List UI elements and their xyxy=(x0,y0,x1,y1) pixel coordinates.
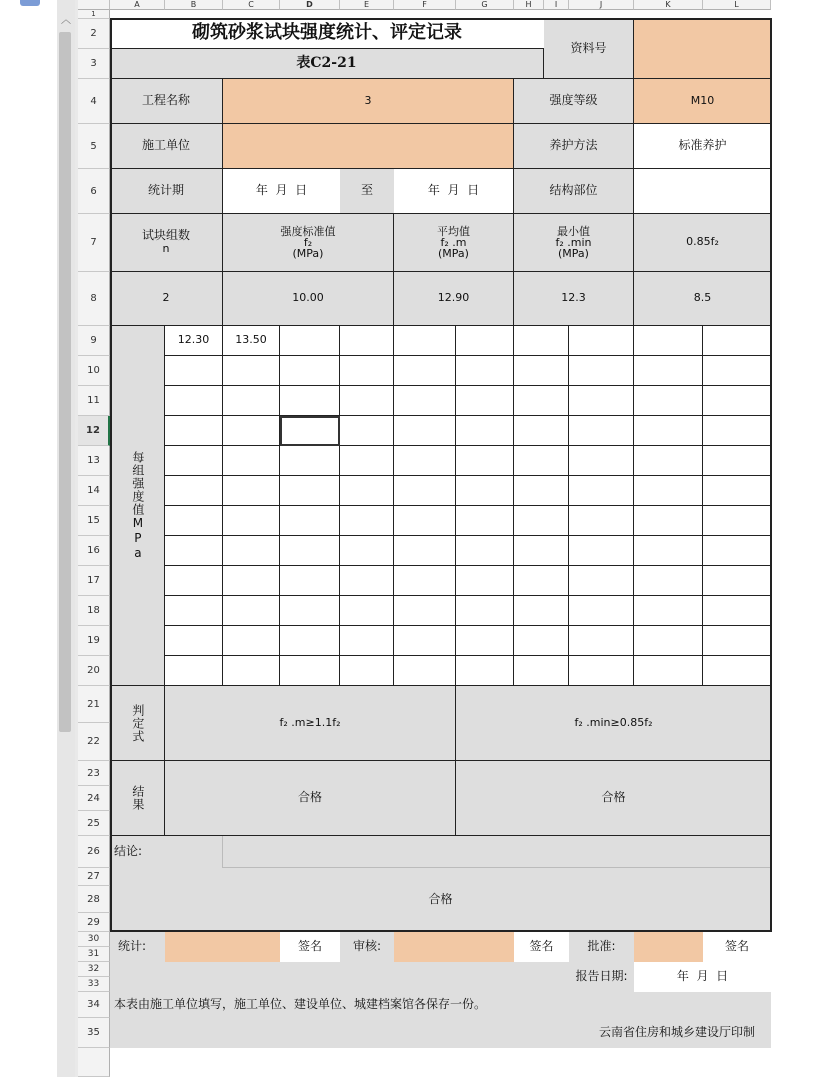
row-header[interactable]: 10 xyxy=(78,356,110,386)
strength-cell[interactable] xyxy=(703,656,771,686)
row-header-empty[interactable] xyxy=(78,1048,110,1077)
strength-cell[interactable] xyxy=(703,326,771,356)
strength-cell[interactable] xyxy=(165,656,223,686)
column-header-H[interactable]: H xyxy=(514,0,544,10)
strength-cell[interactable] xyxy=(340,386,394,416)
result-label[interactable]: 结果 xyxy=(110,761,165,836)
strength-cell[interactable] xyxy=(514,476,569,506)
strength-cell[interactable] xyxy=(514,446,569,476)
strength-cell[interactable] xyxy=(394,626,456,656)
strength-cell[interactable] xyxy=(280,476,340,506)
strength-cell[interactable]: 12.30 xyxy=(165,326,223,356)
row-header[interactable]: 13 xyxy=(78,446,110,476)
form-table-number[interactable]: 表C2-21 xyxy=(110,49,544,79)
curing-method-value[interactable]: 标准养护 xyxy=(634,124,771,169)
strength-cell[interactable] xyxy=(280,446,340,476)
strength-cell[interactable] xyxy=(340,356,394,386)
strength-cell[interactable] xyxy=(165,506,223,536)
group-count-value[interactable]: 2 xyxy=(110,272,223,326)
strength-cell[interactable] xyxy=(703,356,771,386)
row-header[interactable]: 14 xyxy=(78,476,110,506)
row-header[interactable]: 23 xyxy=(78,761,110,786)
reviewer-field[interactable] xyxy=(394,932,514,962)
strength-cell[interactable] xyxy=(165,476,223,506)
approver-field[interactable] xyxy=(634,932,703,962)
strength-cell[interactable] xyxy=(340,476,394,506)
strength-cell[interactable] xyxy=(514,356,569,386)
result-average[interactable]: 合格 xyxy=(165,761,456,836)
strength-grade-label[interactable]: 强度等级 xyxy=(514,79,634,124)
strength-cell[interactable] xyxy=(703,446,771,476)
strength-cell[interactable] xyxy=(703,536,771,566)
statistician-field[interactable] xyxy=(165,932,280,962)
strength-cell[interactable] xyxy=(223,476,280,506)
row-header[interactable]: 16 xyxy=(78,536,110,566)
coef-header[interactable]: 0.85f₂ xyxy=(634,214,771,272)
strength-cell[interactable] xyxy=(569,626,634,656)
strength-cell[interactable] xyxy=(703,626,771,656)
footer-printer[interactable]: 云南省住房和城乡建设厅印制 xyxy=(110,1018,771,1048)
strength-cell[interactable] xyxy=(165,356,223,386)
reviewer-sign[interactable]: 签名 xyxy=(514,932,569,962)
row-header[interactable]: 24 xyxy=(78,786,110,811)
strength-cell[interactable] xyxy=(569,656,634,686)
strength-cell[interactable] xyxy=(456,626,514,656)
outline-expand-icon[interactable] xyxy=(20,0,40,6)
conclusion-label[interactable]: 结论: xyxy=(110,836,223,868)
construction-unit-label[interactable]: 施工单位 xyxy=(110,124,223,169)
strength-cell[interactable] xyxy=(165,626,223,656)
strength-cell[interactable] xyxy=(569,416,634,446)
strength-cell[interactable] xyxy=(569,386,634,416)
strength-cell[interactable] xyxy=(514,386,569,416)
structure-part-value[interactable] xyxy=(634,169,771,214)
strength-cell[interactable] xyxy=(280,356,340,386)
row-header[interactable]: 9 xyxy=(78,326,110,356)
strength-cell[interactable] xyxy=(703,596,771,626)
statistician-sign[interactable]: 签名 xyxy=(280,932,340,962)
row-header[interactable]: 25 xyxy=(78,811,110,836)
strength-cell[interactable] xyxy=(280,566,340,596)
row-header[interactable]: 21 xyxy=(78,686,110,723)
strength-cell[interactable] xyxy=(340,326,394,356)
column-header-C[interactable]: C xyxy=(223,0,280,10)
row-header[interactable]: 6 xyxy=(78,169,110,214)
criteria-average[interactable]: f₂ .m≥1.1f₂ xyxy=(165,686,456,761)
strength-cell[interactable] xyxy=(280,326,340,356)
report-date-blank[interactable] xyxy=(110,962,569,992)
row-header[interactable]: 22 xyxy=(78,723,110,761)
strength-cell[interactable] xyxy=(456,326,514,356)
strength-cell[interactable] xyxy=(340,596,394,626)
strength-cell[interactable] xyxy=(703,566,771,596)
strength-cell[interactable] xyxy=(456,566,514,596)
row-header[interactable]: 19 xyxy=(78,626,110,656)
strength-cell[interactable] xyxy=(223,536,280,566)
minimum-header[interactable]: 最小值 f₂ .min (MPa) xyxy=(514,214,634,272)
row-header[interactable]: 15 xyxy=(78,506,110,536)
strength-cell[interactable] xyxy=(223,416,280,446)
strength-cell[interactable] xyxy=(634,626,703,656)
doc-no-label[interactable]: 资料号 xyxy=(544,19,634,79)
report-date-label[interactable]: 报告日期: xyxy=(569,962,634,992)
strength-cell[interactable] xyxy=(456,506,514,536)
project-name-value[interactable]: 3 xyxy=(223,79,514,124)
row-header[interactable]: 5 xyxy=(78,124,110,169)
strength-cell[interactable] xyxy=(394,386,456,416)
strength-cell[interactable] xyxy=(456,536,514,566)
construction-unit-value[interactable] xyxy=(223,124,514,169)
reviewer-label[interactable]: 审核: xyxy=(340,932,394,962)
strength-cell[interactable] xyxy=(569,596,634,626)
strength-cell[interactable] xyxy=(514,656,569,686)
strength-cell[interactable] xyxy=(456,596,514,626)
strength-cell[interactable] xyxy=(280,596,340,626)
row-header[interactable]: 17 xyxy=(78,566,110,596)
row-header[interactable]: 35 xyxy=(78,1018,110,1048)
strength-cell[interactable] xyxy=(514,326,569,356)
average-value[interactable]: 12.90 xyxy=(394,272,514,326)
row-header[interactable]: 4 xyxy=(78,79,110,124)
strength-cell[interactable] xyxy=(634,326,703,356)
strength-cell[interactable] xyxy=(703,386,771,416)
strength-cell[interactable] xyxy=(394,566,456,596)
row-header[interactable]: 27 xyxy=(78,868,110,886)
strength-cell[interactable] xyxy=(394,656,456,686)
strength-grade-value[interactable]: M10 xyxy=(634,79,771,124)
strength-cell[interactable] xyxy=(703,506,771,536)
row-header[interactable]: 20 xyxy=(78,656,110,686)
row-header[interactable]: 28 xyxy=(78,886,110,913)
column-header-L[interactable]: L xyxy=(703,0,771,10)
minimum-value[interactable]: 12.3 xyxy=(514,272,634,326)
strength-cell[interactable] xyxy=(223,626,280,656)
strength-cell[interactable] xyxy=(569,476,634,506)
row-header[interactable]: 32 xyxy=(78,962,110,977)
strength-cell[interactable] xyxy=(340,416,394,446)
strength-cell[interactable] xyxy=(703,476,771,506)
column-header-A[interactable]: A xyxy=(110,0,165,10)
column-header-K[interactable]: K xyxy=(634,0,703,10)
doc-no-value[interactable] xyxy=(634,19,771,79)
column-header-D[interactable]: D xyxy=(280,0,340,10)
strength-cell[interactable] xyxy=(394,326,456,356)
strength-cell[interactable] xyxy=(394,536,456,566)
strength-cell[interactable] xyxy=(394,506,456,536)
strength-cell[interactable] xyxy=(394,356,456,386)
strength-grid xyxy=(165,326,771,686)
strength-cell[interactable] xyxy=(340,536,394,566)
strength-cell[interactable] xyxy=(456,386,514,416)
group-strength-label[interactable]: 每组强度值MPa xyxy=(110,326,165,686)
strength-cell[interactable] xyxy=(223,446,280,476)
result-minimum[interactable]: 合格 xyxy=(456,761,771,836)
conclusion-top-blank[interactable] xyxy=(223,836,771,868)
strength-cell[interactable] xyxy=(456,476,514,506)
criteria-label[interactable]: 判定式 xyxy=(110,686,165,761)
sheet-right-margin xyxy=(772,10,814,1077)
row-header-active[interactable]: 12 xyxy=(78,416,110,446)
statistician-label[interactable]: 统计: xyxy=(110,932,165,962)
stat-period-to-label[interactable]: 至 xyxy=(340,169,394,214)
strength-cell[interactable] xyxy=(280,506,340,536)
strength-cell[interactable] xyxy=(340,446,394,476)
strength-cell[interactable] xyxy=(514,566,569,596)
row-header[interactable]: 29 xyxy=(78,913,110,932)
row-header[interactable]: 33 xyxy=(78,977,110,992)
column-header-G[interactable]: G xyxy=(456,0,514,10)
strength-cell[interactable] xyxy=(280,386,340,416)
outline-gutter xyxy=(0,0,57,1077)
stat-period-from[interactable]: 年 月 日 xyxy=(223,169,340,214)
column-header-J[interactable]: J xyxy=(569,0,634,10)
strength-cell[interactable] xyxy=(165,416,223,446)
strength-cell[interactable] xyxy=(569,536,634,566)
footer-note[interactable]: 本表由施工单位填写，施工单位、建设单位、城建档案馆各保存一份。 xyxy=(110,992,771,1018)
column-header-I[interactable]: I xyxy=(544,0,569,10)
row-header[interactable]: 30 xyxy=(78,932,110,947)
strength-cell[interactable] xyxy=(165,386,223,416)
approver-sign[interactable]: 签名 xyxy=(703,932,771,962)
project-name-label[interactable]: 工程名称 xyxy=(110,79,223,124)
strength-cell[interactable] xyxy=(456,446,514,476)
row-header[interactable]: 2 xyxy=(78,19,110,49)
strength-cell[interactable] xyxy=(165,566,223,596)
column-header-E[interactable]: E xyxy=(340,0,394,10)
strength-cell[interactable] xyxy=(634,446,703,476)
curing-method-label[interactable]: 养护方法 xyxy=(514,124,634,169)
strength-cell[interactable] xyxy=(514,536,569,566)
row-header[interactable]: 34 xyxy=(78,992,110,1018)
strength-cell[interactable] xyxy=(223,386,280,416)
strength-cell[interactable] xyxy=(340,656,394,686)
row-header[interactable]: 31 xyxy=(78,947,110,962)
row-header[interactable]: 8 xyxy=(78,272,110,326)
strength-cell[interactable] xyxy=(634,476,703,506)
row-header[interactable]: 18 xyxy=(78,596,110,626)
form-title[interactable]: 砌筑砂浆试块强度统计、评定记录 xyxy=(110,19,544,49)
vertical-scrollbar-thumb[interactable] xyxy=(59,32,71,732)
strength-cell[interactable] xyxy=(456,416,514,446)
strength-cell[interactable] xyxy=(634,356,703,386)
strength-cell[interactable] xyxy=(165,596,223,626)
column-header-F[interactable]: F xyxy=(394,0,456,10)
conclusion-value[interactable]: 合格 xyxy=(110,868,771,932)
strength-cell[interactable] xyxy=(394,596,456,626)
strength-cell[interactable] xyxy=(569,356,634,386)
strength-cell[interactable] xyxy=(280,656,340,686)
approver-label[interactable]: 批准: xyxy=(569,932,634,962)
strength-cell[interactable] xyxy=(514,626,569,656)
strength-cell[interactable] xyxy=(634,536,703,566)
strength-cell[interactable] xyxy=(340,506,394,536)
structure-part-label[interactable]: 结构部位 xyxy=(514,169,634,214)
strength-cell[interactable] xyxy=(340,626,394,656)
strength-cell[interactable] xyxy=(394,416,456,446)
strength-cell[interactable] xyxy=(514,416,569,446)
strength-cell[interactable] xyxy=(223,596,280,626)
strength-cell[interactable] xyxy=(634,506,703,536)
report-date-value[interactable]: 年 月 日 xyxy=(634,962,771,992)
strength-cell[interactable] xyxy=(634,386,703,416)
strength-cell[interactable] xyxy=(280,626,340,656)
strength-cell[interactable] xyxy=(703,416,771,446)
strength-cell[interactable] xyxy=(340,566,394,596)
strength-cell[interactable] xyxy=(569,566,634,596)
strength-cell[interactable] xyxy=(456,656,514,686)
active-cell-selection[interactable] xyxy=(280,416,340,446)
strength-cell[interactable] xyxy=(634,416,703,446)
row-header[interactable]: 3 xyxy=(78,49,110,79)
row-header[interactable]: 26 xyxy=(78,836,110,868)
strength-cell[interactable] xyxy=(634,596,703,626)
average-header[interactable]: 平均值 f₂ .m (MPa) xyxy=(394,214,514,272)
strength-cell[interactable] xyxy=(223,656,280,686)
strength-cell[interactable] xyxy=(569,326,634,356)
row-header[interactable]: 11 xyxy=(78,386,110,416)
strength-cell[interactable] xyxy=(223,566,280,596)
strength-cell[interactable]: 13.50 xyxy=(223,326,280,356)
stat-period-to[interactable]: 年 月 日 xyxy=(394,169,514,214)
strength-cell[interactable] xyxy=(165,536,223,566)
std-value-header[interactable]: 强度标准值 f₂ (MPa) xyxy=(223,214,394,272)
strength-cell[interactable] xyxy=(456,356,514,386)
coef-value[interactable]: 8.5 xyxy=(634,272,771,326)
stat-period-label[interactable]: 统计期 xyxy=(110,169,223,214)
strength-cell[interactable] xyxy=(394,476,456,506)
strength-cell[interactable] xyxy=(514,506,569,536)
strength-cell[interactable] xyxy=(280,536,340,566)
group-count-header[interactable]: 试块组数 n xyxy=(110,214,223,272)
row-header[interactable]: 1 xyxy=(78,10,110,19)
strength-cell[interactable] xyxy=(634,566,703,596)
strength-cell[interactable] xyxy=(569,446,634,476)
strength-cell[interactable] xyxy=(223,506,280,536)
strength-cell[interactable] xyxy=(514,596,569,626)
strength-cell[interactable] xyxy=(394,446,456,476)
scroll-up-arrow-icon[interactable]: ︿ xyxy=(61,15,71,26)
strength-cell[interactable] xyxy=(223,356,280,386)
row-header[interactable]: 7 xyxy=(78,214,110,272)
criteria-minimum[interactable]: f₂ .min≥0.85f₂ xyxy=(456,686,771,761)
column-header-corner[interactable] xyxy=(78,0,110,10)
column-header-B[interactable]: B xyxy=(165,0,223,10)
strength-cell[interactable] xyxy=(165,446,223,476)
strength-cell[interactable] xyxy=(634,656,703,686)
std-value[interactable]: 10.00 xyxy=(223,272,394,326)
strength-cell[interactable] xyxy=(569,506,634,536)
